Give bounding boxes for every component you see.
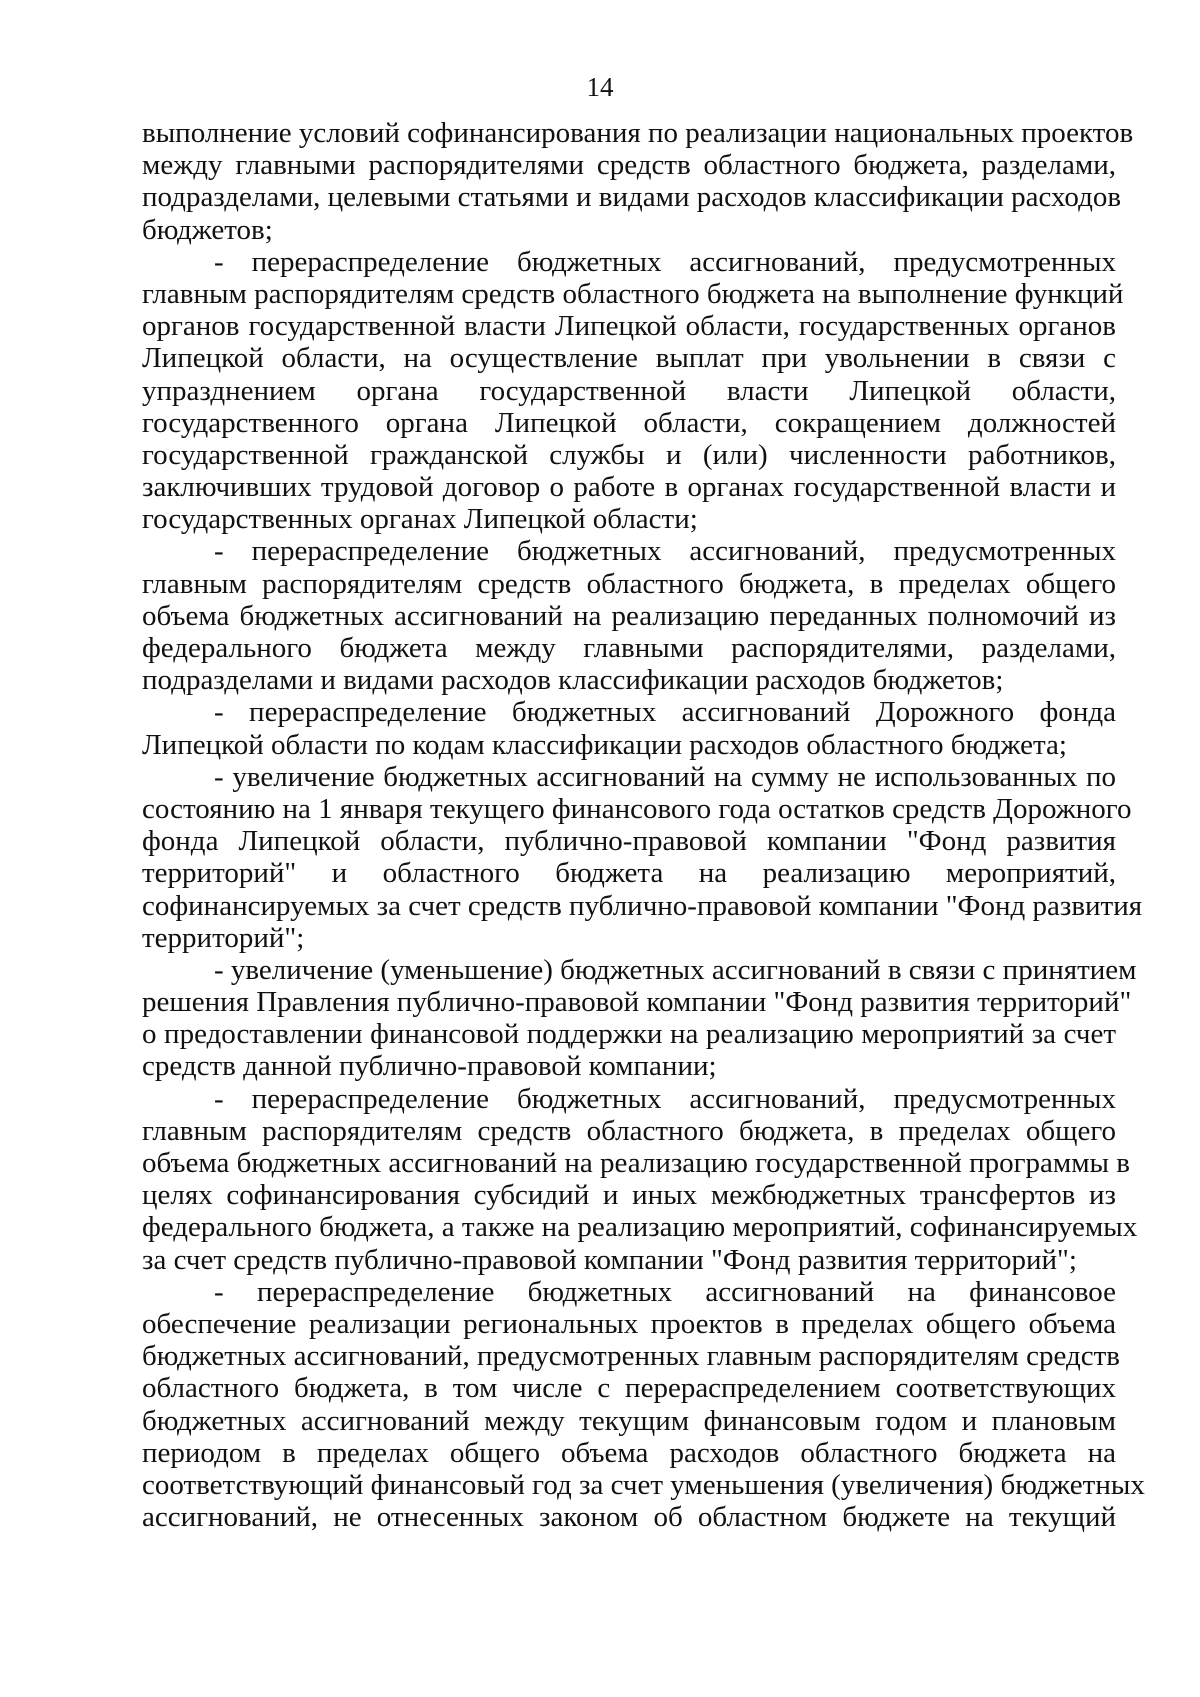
text-line: средств данной публично-правовой компании; bbox=[142, 1050, 717, 1083]
text-line: подразделами и видами расходов классификации расходов бюджетов; bbox=[142, 664, 1004, 697]
text-line: главным распорядителям средств областного бюджета, в пределах общего bbox=[142, 567, 1116, 600]
text-line: состоянию на 1 января текущего финансового года остатков средств Дорожного bbox=[142, 792, 1132, 825]
text-line: о предоставлении финансовой поддержки на реализацию мероприятий за счет bbox=[142, 1018, 1116, 1051]
text-line: территорий" и областного бюджета на реализацию мероприятий, bbox=[142, 857, 1116, 890]
text-line: - перераспределение бюджетных ассигнований, предусмотренных bbox=[214, 1082, 1116, 1115]
text-line: Липецкой области по кодам классификации расходов областного бюджета; bbox=[142, 728, 1067, 761]
text-line: федерального бюджета между главными распорядителями, разделами, bbox=[142, 632, 1116, 664]
text-line: объема бюджетных ассигнований на реализацию государственной программы в bbox=[142, 1147, 1130, 1179]
text-line: за счет средств публично-правовой компании "Фонд развития территорий"; bbox=[142, 1243, 1077, 1276]
text-line: - увеличение (уменьшение) бюджетных ассигнований в связи с принятием bbox=[214, 953, 1137, 986]
text-line: государственного органа Липецкой области, сокращением должностей bbox=[142, 406, 1116, 439]
text-line: фонда Липецкой области, публично-правовой компании "Фонд развития bbox=[142, 825, 1116, 858]
text-line: органов государственной власти Липецкой области, государственных органов bbox=[142, 310, 1116, 343]
text-line: областного бюджета, в том числе с перераспределением соответствующих bbox=[142, 1372, 1116, 1405]
text-line: бюджетов; bbox=[142, 213, 273, 246]
text-line: между главными распорядителями средств областного бюджета, разделами, bbox=[142, 149, 1116, 182]
text-line: выполнение условий софинансирования по реализации национальных проектов bbox=[142, 117, 1134, 149]
text-line: периодом в пределах общего объема расходов областного бюджета на bbox=[142, 1436, 1116, 1469]
text-line: главным распорядителям средств областного бюджета, в пределах общего bbox=[142, 1114, 1116, 1147]
text-line: соответствующий финансовый год за счет уменьшения (увеличения) бюджетных bbox=[142, 1468, 1145, 1501]
text-line: бюджетных ассигнований между текущим финансовым годом и плановым bbox=[142, 1404, 1116, 1437]
text-line: - перераспределение бюджетных ассигнований, предусмотренных bbox=[214, 245, 1116, 278]
text-line: главным распорядителям средств областного бюджета на выполнение функций bbox=[142, 277, 1124, 310]
text-line: территорий"; bbox=[142, 921, 305, 954]
text-line: решения Правления публично-правовой компании "Фонд развития территорий" bbox=[142, 986, 1132, 1019]
text-line: - увеличение бюджетных ассигнований на сумму не использованных по bbox=[214, 760, 1116, 793]
text-line: объема бюджетных ассигнований на реализацию переданных полномочий из bbox=[142, 599, 1116, 632]
page-number: 14 bbox=[586, 72, 614, 102]
text-line: федерального бюджета, а также на реализацию мероприятий, софинансируемых bbox=[142, 1211, 1138, 1244]
text-line: подразделами, целевыми статьями и видами расходов классификации расходов bbox=[142, 181, 1122, 214]
text-line: софинансируемых за счет средств публично-правовой компании "Фонд развития bbox=[142, 889, 1143, 922]
text-line: - перераспределение бюджетных ассигнований на финансовое bbox=[214, 1275, 1116, 1308]
text-line: государственной гражданской службы и (или) численности работников, bbox=[142, 438, 1116, 471]
text-line: целях софинансирования субсидий и иных межбюджетных трансфертов из bbox=[142, 1179, 1116, 1212]
document-body bbox=[142, 117, 1145, 1534]
text-line: упразднением органа государственной власти Липецкой области, bbox=[142, 374, 1116, 407]
text-line: заключивших трудовой договор о работе в органах государственной власти и bbox=[142, 471, 1116, 504]
text-line: - перераспределение бюджетных ассигнований, предусмотренных bbox=[214, 535, 1116, 568]
text-line: обеспечение реализации региональных проектов в пределах общего объема bbox=[142, 1307, 1116, 1340]
text-line: бюджетных ассигнований, предусмотренных главным распорядителям средств bbox=[142, 1340, 1120, 1373]
text-line: - перераспределение бюджетных ассигнований Дорожного фонда bbox=[214, 696, 1116, 729]
text-line: государственных органах Липецкой области; bbox=[142, 503, 698, 536]
text-line: ассигнований, не отнесенных законом об областном бюджете на текущий bbox=[142, 1501, 1116, 1534]
text-line: Липецкой области, на осуществление выплат при увольнении в связи с bbox=[142, 342, 1116, 375]
